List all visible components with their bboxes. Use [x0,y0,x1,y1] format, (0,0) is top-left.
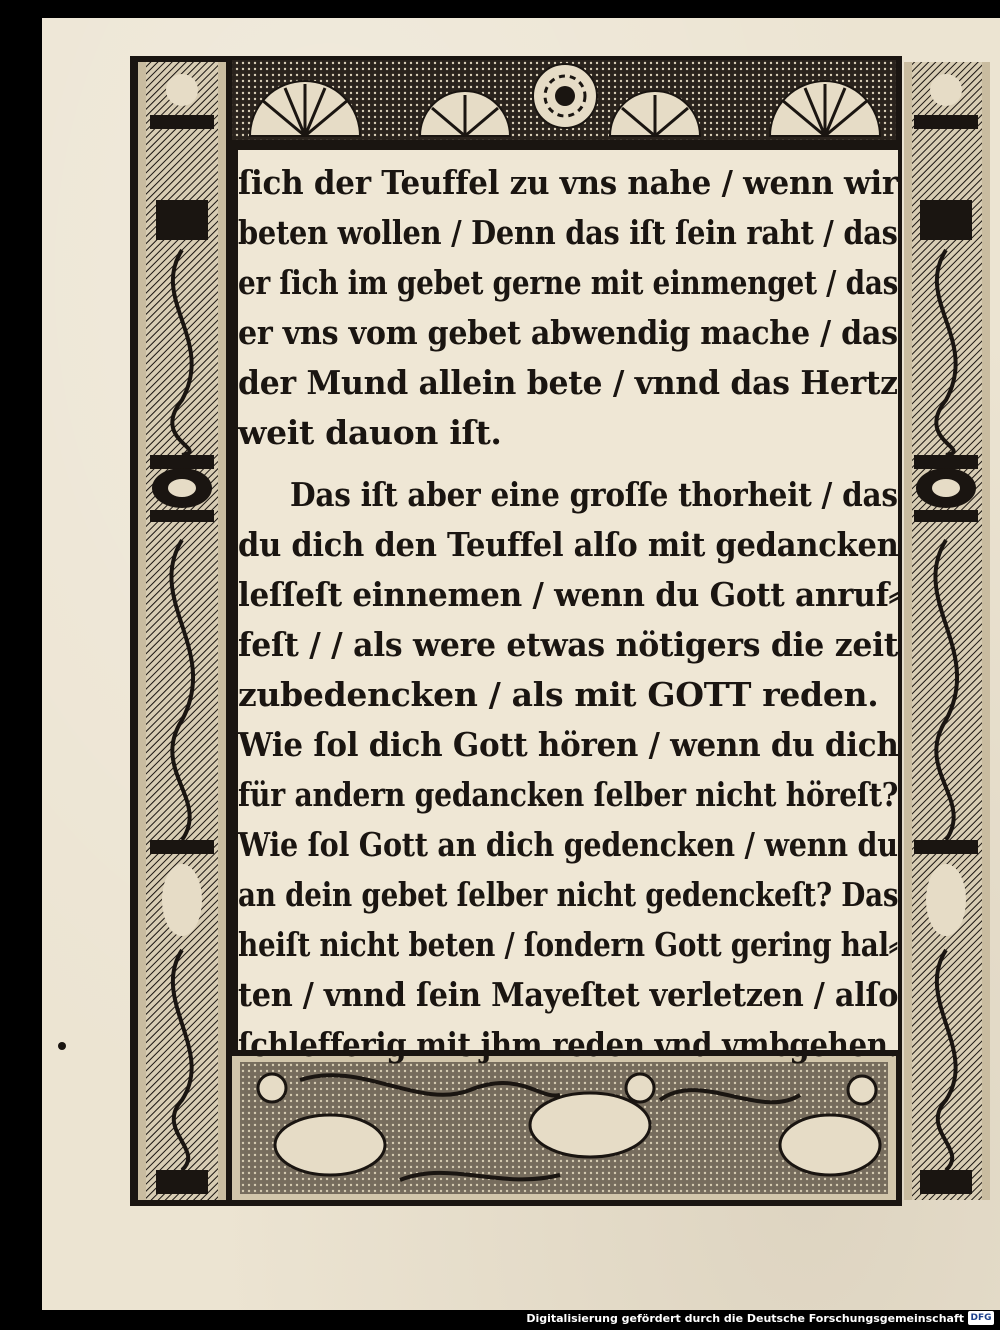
text-line: der Mund allein bete / vnnd das Hertz [238,363,898,402]
text-line: an dein gebet ſelber nicht gedenckeſt? Das [238,875,899,914]
text-line: weit dauon iſt. [238,413,502,452]
text-line: du dich den Teuffel alſo mit gedancken [238,525,899,564]
reclining-figure-left [275,1115,385,1175]
reclining-figure-right [780,1115,880,1175]
text-line: leſſeſt einnemen / wenn du Gott anruf⸗ [238,575,899,614]
text-line: ten / vnnd ſein Mayeſtet verletzen / alſo [238,975,899,1014]
text-line: ſich der Teuffel zu vns nahe / wenn wir [238,163,898,202]
winged-figure-center [530,1093,650,1157]
text-line: Das iſt aber eine groſſe thorheit / das [290,475,898,514]
funding-credit: Digitalisierung gefördert durch die Deutsche Forschungsgemeinschaft [526,1312,964,1325]
text-line: Wie ſol dich Gott hören / wenn du dich [238,725,899,764]
text-line: er vns vom gebet abwendig mache / das [238,313,898,352]
text-line: beten wollen / Denn das iſt ſein raht / das [238,213,898,252]
text-block [238,150,899,1064]
top-ornament-band [232,60,896,140]
dfg-logo: DFG [968,1311,994,1325]
ink-speck [58,1042,66,1050]
text-line: er ſich im gebet gerne mit einmenget / das [238,263,899,302]
left-pillar-ornament [138,62,226,1200]
right-pillar-ornament [904,62,990,1200]
text-line: feſt / / als were etwas nötigers die zeit [238,625,899,664]
text-line: Wie ſol Gott an dich gedencken / wenn du [238,825,898,864]
text-line: heiſt nicht beten / ſondern Gott gering hal⸗ [238,925,898,964]
text-line: für andern gedancken ſelber nicht höreſt? [238,775,899,814]
bottom-figures-band [232,1056,896,1200]
text-line: zubedencken / als mit GOTT reden. [238,675,879,714]
text-line: ſchlefferig mit jhm reden vnd vmbgehen. [238,1025,898,1064]
